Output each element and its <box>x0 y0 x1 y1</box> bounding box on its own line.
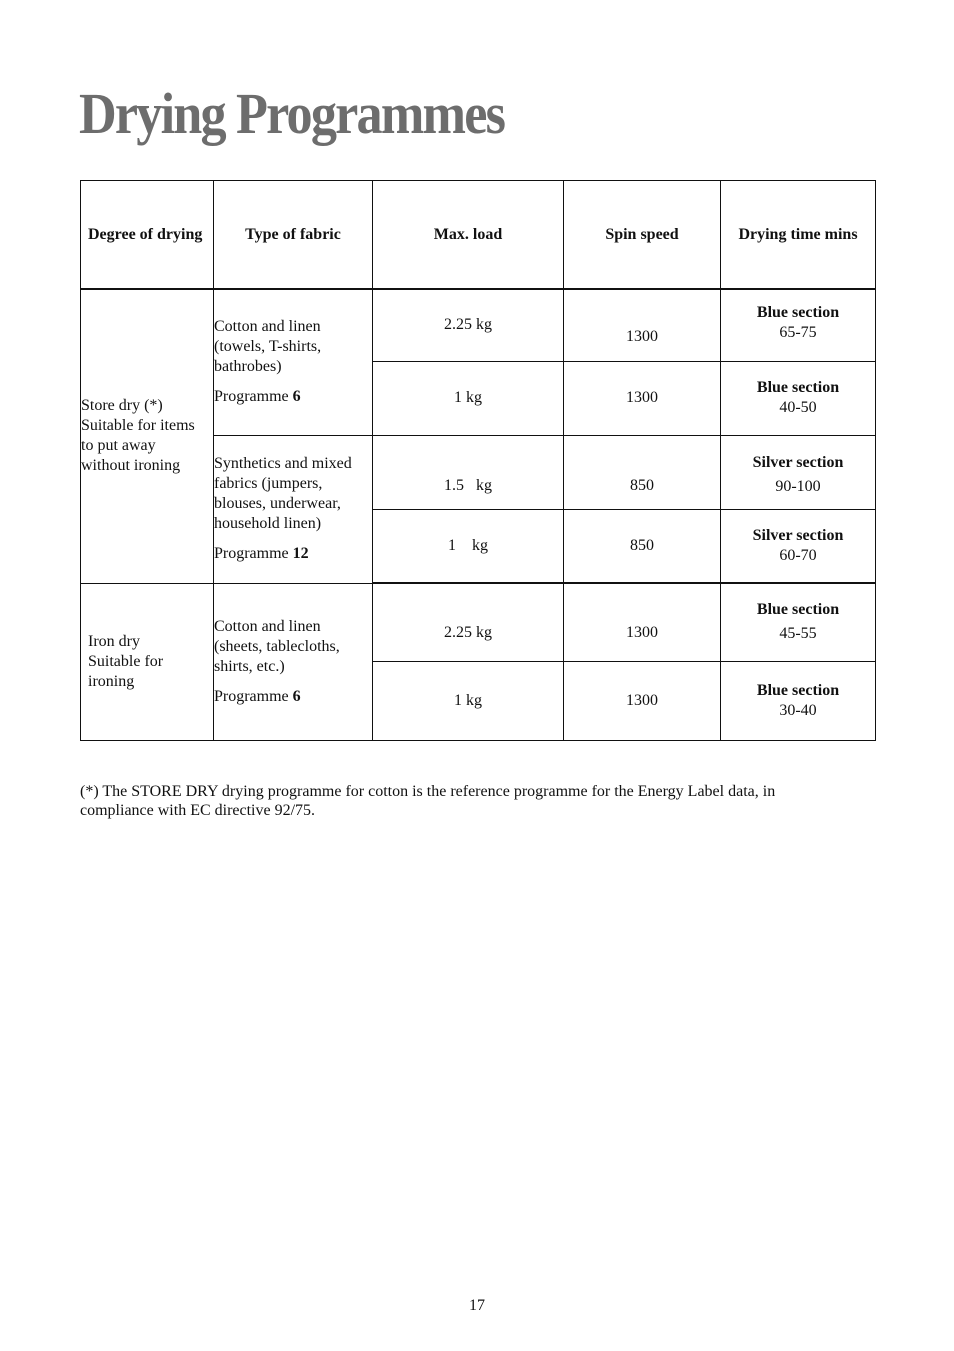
degree-store-dry: Store dry (*) Suitable for items to put away without ironing <box>81 289 214 583</box>
header-drying-time: Drying time mins <box>721 181 876 290</box>
time-range: 60-70 <box>779 546 817 564</box>
max-load-cell: 1.5 kg <box>373 435 564 509</box>
header-max-load: Max. load <box>373 181 564 290</box>
fabric-synthetics-mixed: Synthetics and mixed fabrics (jumpers, blouses, underwear, household linen) Programme 12 <box>214 435 373 583</box>
spin-speed-cell: 1300 <box>564 289 721 361</box>
programme-label: Programme 6 <box>214 388 301 406</box>
fabric-cotton-linen-towels: Cotton and linen (towels, T-shirts, bathrobes) Programme 6 <box>214 289 373 435</box>
table-row <box>81 289 876 361</box>
time-range: 30-40 <box>779 701 817 719</box>
fabric-cotton-linen-sheets: Cotton and linen (sheets, tablecloths, shirts, etc.) Programme 6 <box>214 583 373 740</box>
max-load-cell: 2.25 kg <box>373 289 564 361</box>
time-range: 40-50 <box>779 399 817 416</box>
degree-iron-dry: Iron dry Suitable for ironing <box>81 583 214 740</box>
page-title: Drying Programmes <box>79 81 505 146</box>
drying-time-cell <box>721 509 876 583</box>
programme-number: 12 <box>292 545 309 562</box>
time-range: 45-55 <box>779 625 817 642</box>
programme-label: Programme 12 <box>214 545 309 562</box>
programme-number: 6 <box>292 687 301 705</box>
section-label: Blue section <box>756 601 840 618</box>
page-number: 17 <box>469 1297 485 1314</box>
spin-speed-cell: 1300 <box>564 583 721 661</box>
header-degree-of-drying: Degree of drying <box>81 181 214 290</box>
footnote: (*) The STORE DRY drying programme for cotton is the reference programme for the Energy Label data, in compliance with EC directive 92/75. <box>80 783 776 819</box>
drying-time-cell <box>721 583 876 661</box>
max-load-cell: 1 kg <box>373 509 564 583</box>
drying-time-cell <box>721 435 876 509</box>
programme-label: Programme 6 <box>214 687 301 705</box>
drying-time-cell <box>721 361 876 435</box>
time-range: 65-75 <box>779 324 817 341</box>
section-label: Blue section <box>756 379 840 396</box>
spin-speed-cell: 1300 <box>564 361 721 435</box>
section-label: Silver section <box>752 453 844 471</box>
drying-time-cell <box>721 289 876 361</box>
section-label: Blue section <box>756 304 840 321</box>
table-header-row <box>81 181 876 290</box>
spin-speed-cell: 850 <box>564 509 721 583</box>
section-label: Silver section <box>752 526 844 544</box>
table-row <box>81 583 876 661</box>
drying-programmes-table <box>80 180 876 741</box>
header-spin-speed: Spin speed <box>564 181 721 290</box>
spin-speed-cell: 1300 <box>564 661 721 740</box>
max-load-cell: 2.25 kg <box>373 583 564 661</box>
programme-number: 6 <box>292 388 301 406</box>
section-label: Blue section <box>756 681 840 699</box>
drying-time-cell <box>721 661 876 740</box>
max-load-cell: 1 kg <box>373 661 564 740</box>
spin-speed-cell: 850 <box>564 435 721 509</box>
header-type-of-fabric: Type of fabric <box>214 181 373 290</box>
time-range: 90-100 <box>775 477 821 495</box>
max-load-cell: 1 kg <box>373 361 564 435</box>
